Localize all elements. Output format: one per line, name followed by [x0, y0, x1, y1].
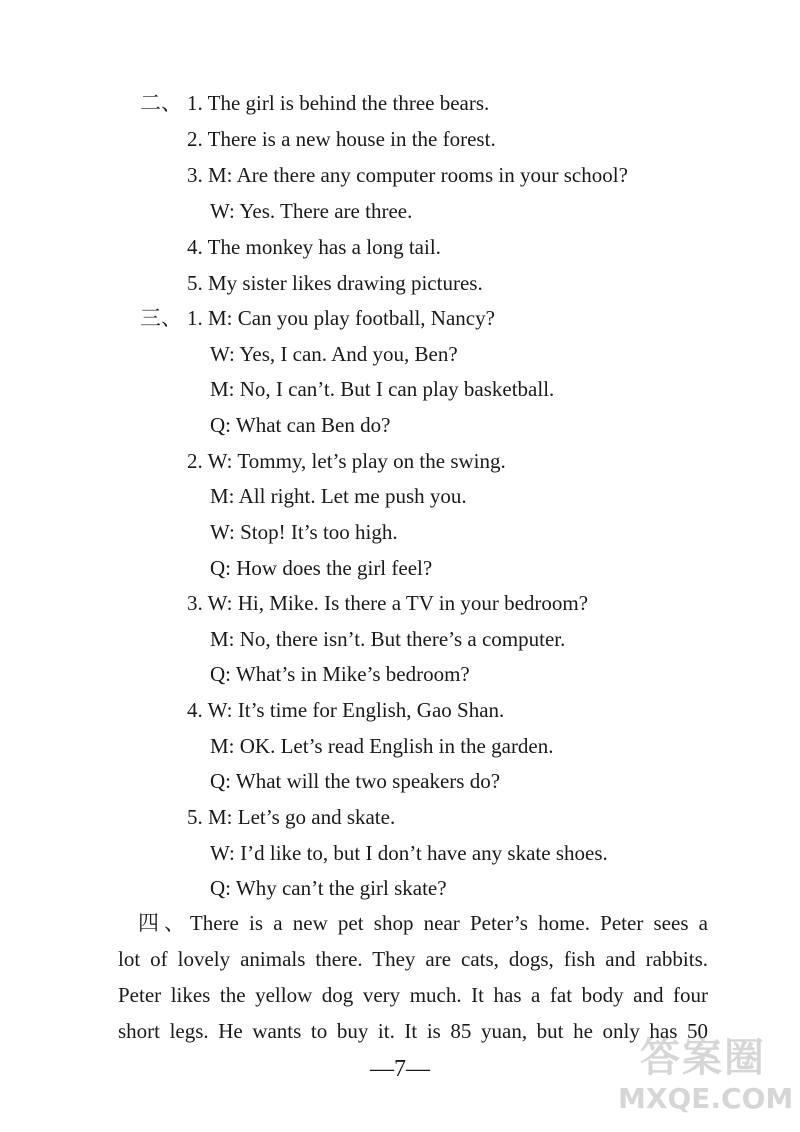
- section-3-line: Q: What will the two speakers do?: [210, 769, 501, 793]
- section-2-item: 5. My sister likes drawing pictures.: [187, 271, 483, 295]
- section-4-line: There is a new pet shop near Peter’s home. Peter sees a: [189, 911, 709, 935]
- section-3-line: M: No, there isn’t. But there’s a computer.: [210, 627, 566, 651]
- section-4-label: 四、: [138, 911, 190, 935]
- section-2-label: 二、: [140, 91, 182, 115]
- section-3-line: Q: Why can’t the girl skate?: [210, 876, 447, 900]
- section-4-line: Peter likes the yellow dog very much. It has a fat body and four: [118, 983, 708, 1007]
- section-3-line: W: I’d like to, but I don’t have any skate shoes.: [210, 841, 608, 865]
- section-3-line: 2. W: Tommy, let’s play on the swing.: [187, 449, 506, 473]
- section-4-line: lot of lovely animals there. They are cats, dogs, fish and rabbits.: [118, 947, 708, 971]
- section-3-line: Q: How does the girl feel?: [210, 556, 433, 580]
- section-3-line: 5. M: Let’s go and skate.: [187, 805, 396, 829]
- section-2-item: 3. M: Are there any computer rooms in your school?: [187, 163, 628, 187]
- watermark-url-text: MXQE.COM: [618, 1082, 794, 1115]
- section-3-line: Q: What’s in Mike’s bedroom?: [210, 662, 470, 686]
- section-3-line: 3. W: Hi, Mike. Is there a TV in your bedroom?: [187, 591, 589, 615]
- page-number: —7—: [370, 1056, 430, 1082]
- section-4-line: short legs. He wants to buy it. It is 85 yuan, but he only has 50: [118, 1019, 708, 1043]
- section-4-first-line: [118, 905, 708, 941]
- section-3-line: M: All right. Let me push you.: [210, 484, 467, 508]
- section-3-label: 三、: [140, 306, 182, 330]
- section-2-item: W: Yes. There are three.: [210, 199, 413, 223]
- section-3-line: 1. M: Can you play football, Nancy?: [187, 306, 495, 330]
- section-3-line: W: Stop! It’s too high.: [210, 520, 398, 544]
- section-3-line: Q: What can Ben do?: [210, 413, 391, 437]
- section-2-item: 2. There is a new house in the forest.: [187, 127, 496, 151]
- section-3-line: M: No, I can’t. But I can play basketball.: [210, 377, 555, 401]
- section-2-item: 4. The monkey has a long tail.: [187, 235, 441, 259]
- section-3-line: W: Yes, I can. And you, Ben?: [210, 342, 458, 366]
- watermark-logo-text: 答案圈: [640, 1035, 766, 1081]
- section-3-line: 4. W: It’s time for English, Gao Shan.: [187, 698, 505, 722]
- watermark: [618, 1022, 794, 1126]
- section-3-line: M: OK. Let’s read English in the garden.: [210, 734, 554, 758]
- section-2-item: 1. The girl is behind the three bears.: [187, 91, 490, 115]
